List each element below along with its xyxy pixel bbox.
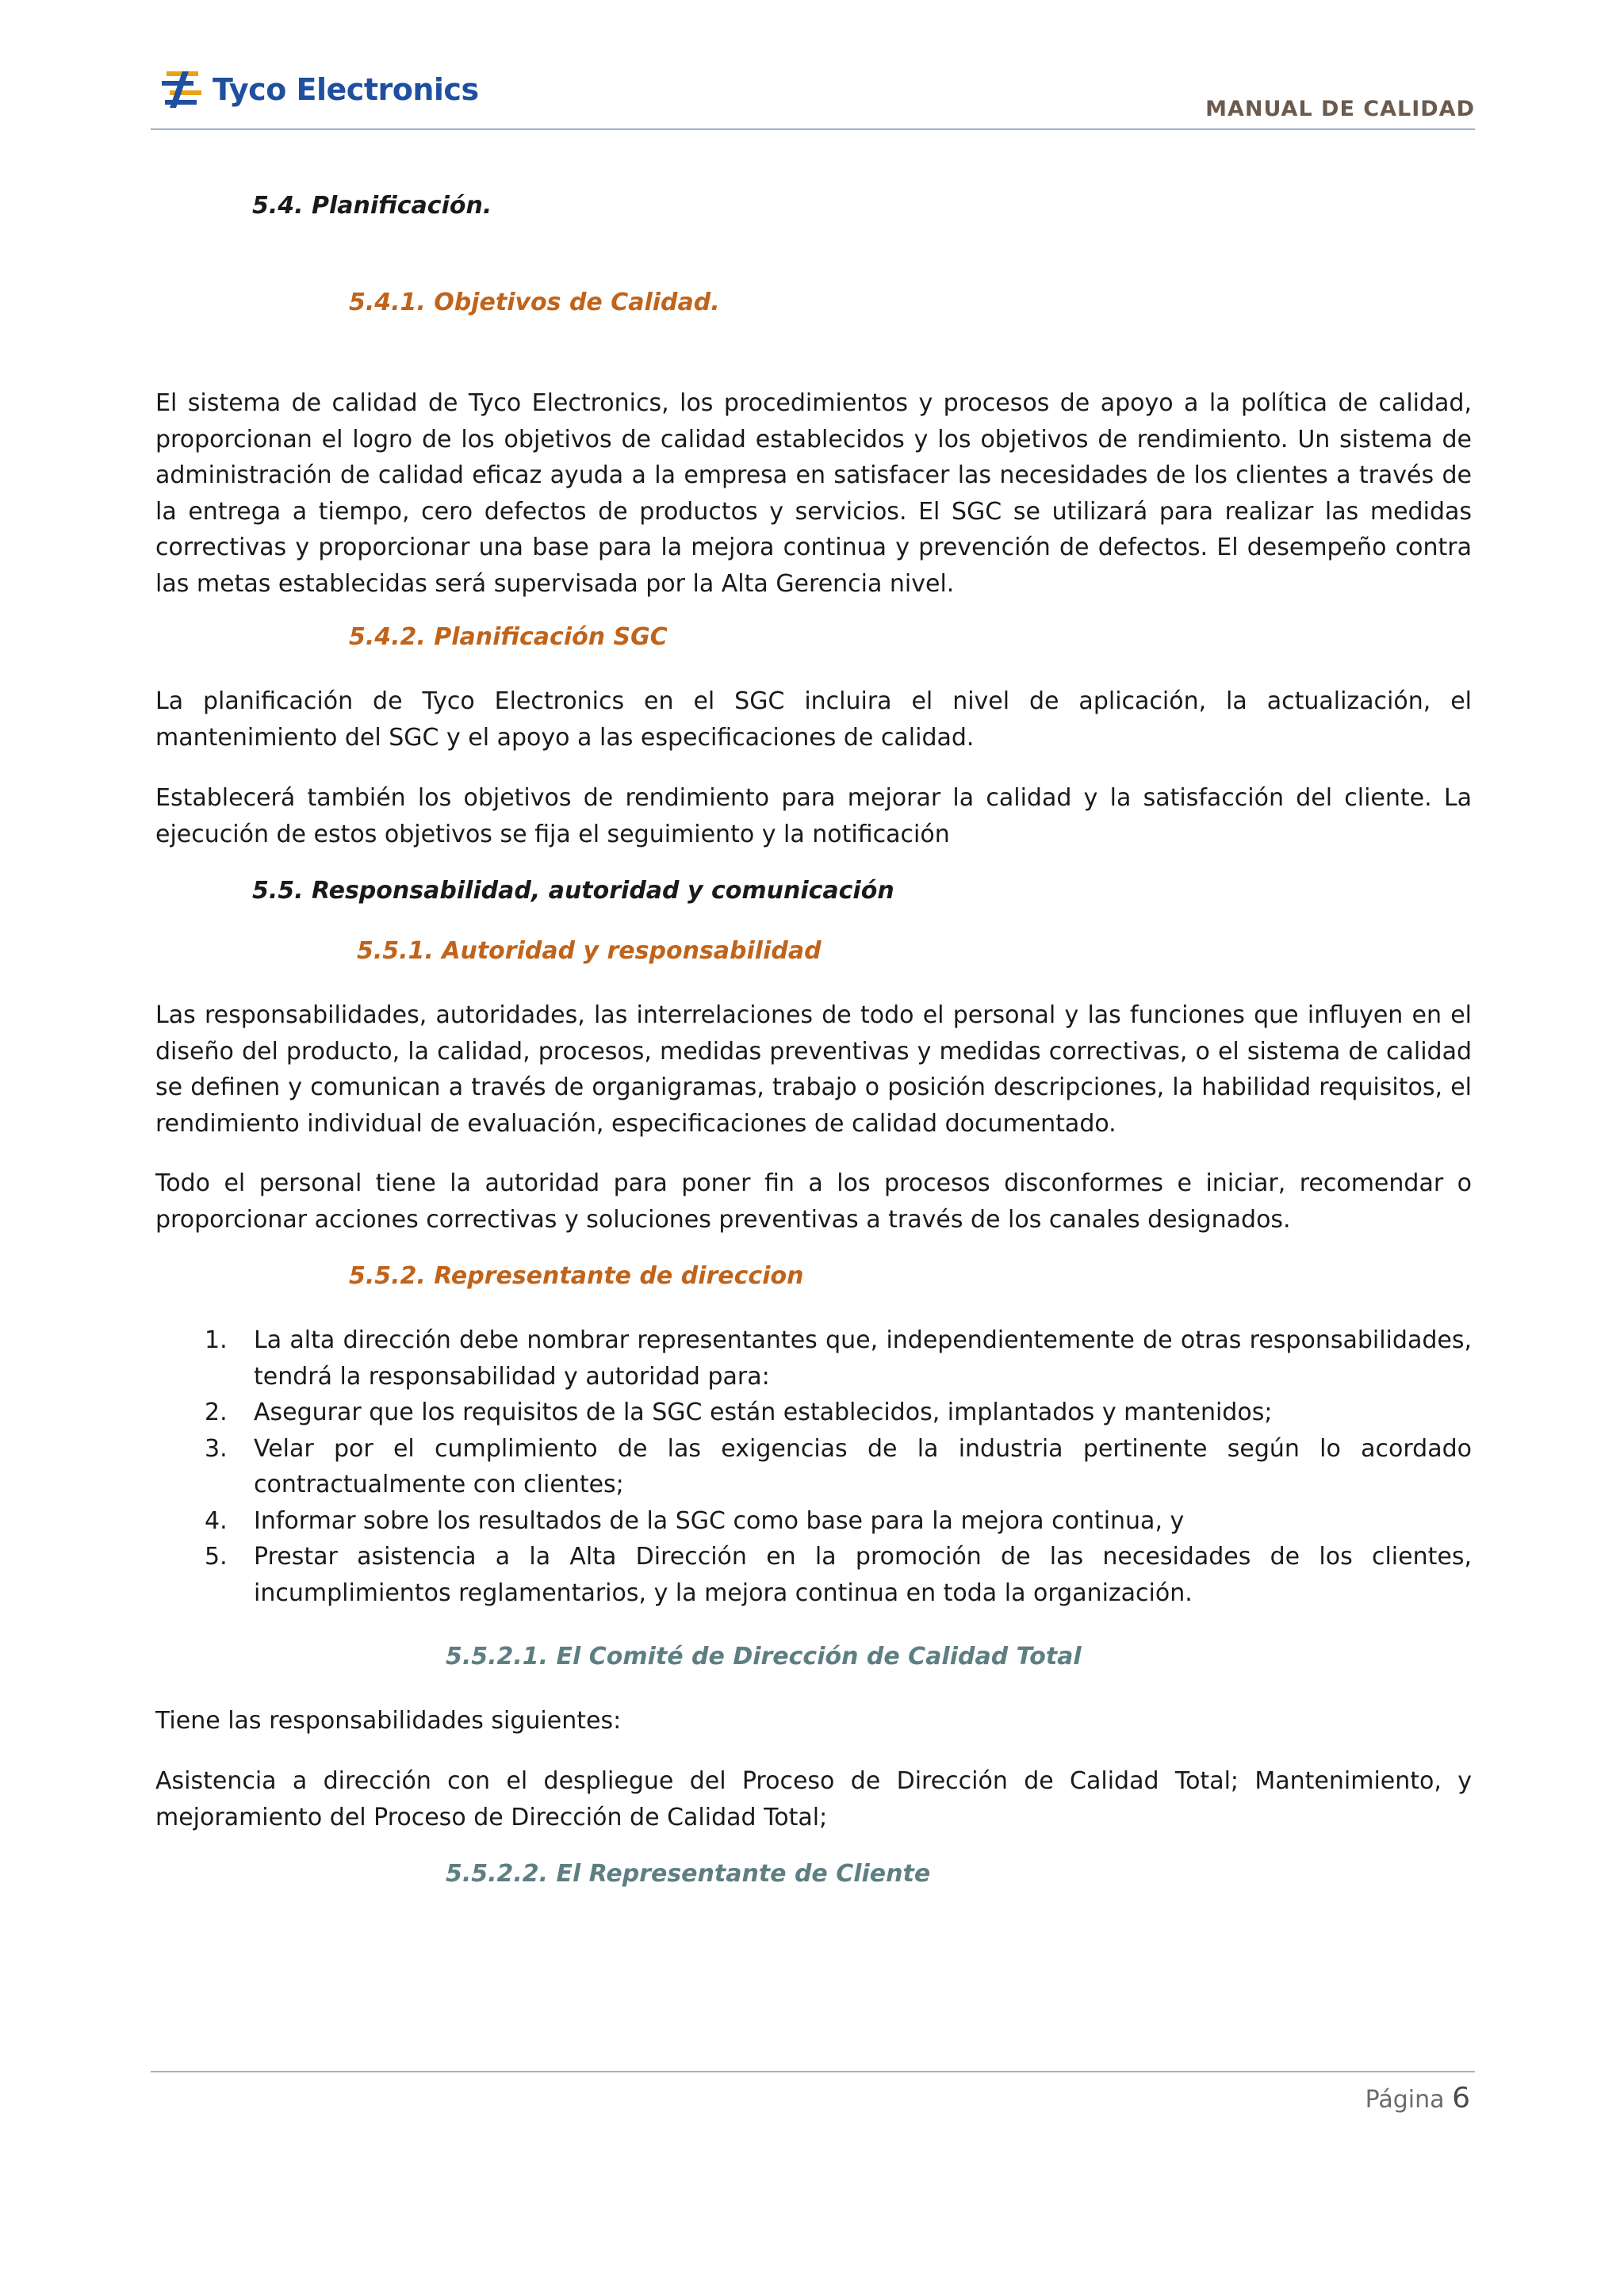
paragraph: Asistencia a dirección con el despliegue del Proceso de Dirección de Calidad Total; Mantenimiento, y mejoramiento del Proceso de Dirección de Calidad Total; (155, 1767, 1472, 1831)
list-item (155, 1503, 1472, 1540)
paragraph: La planificación de Tyco Electronics en el SGC incluira el nivel de aplicación, la actualización, el mantenimiento del SGC y el apoyo a las especificaciones de calidad. (155, 687, 1472, 752)
paragraph: El sistema de calidad de Tyco Electronics, los procedimientos y procesos de apoyo a la política de calidad, proporcionan el logro de los objetivos de calidad establecidos y los objetivos de rendimiento. Un sistema de administración de calidad eficaz ayuda a la empresa en satisfacer las necesidades de los clientes a través de la entrega a tiempo, cero defectos de productos y servicios. El SGC se utilizará para realizar las medidas correctivas y proporcionar una base para la mejora continua y prevención de defectos. El desempeño contra las metas establecidas será supervisada por la Alta Gerencia nivel. (155, 389, 1472, 598)
section-5-4 (252, 192, 1568, 220)
section-5-5-2-2 (446, 1860, 1624, 1888)
paragraph-5-5-2-1-b (155, 1763, 1472, 1835)
section-5-5-1 (357, 937, 1624, 965)
numbered-list (155, 1322, 1472, 1611)
list-number: 3. (205, 1434, 228, 1463)
list-number: 4. (205, 1506, 228, 1535)
heading-5-5-1: 5.5.1. Autoridad y responsabilidad (357, 937, 822, 965)
list-text: La alta dirección debe nombrar representantes que, independientemente de otras responsabilidades, tendrá la responsabilidad y autoridad para: (254, 1326, 1472, 1391)
tyco-logo-icon (159, 68, 205, 111)
heading-5-5-2: 5.5.2. Representante de direccion (349, 1262, 804, 1290)
page-header (151, 62, 1475, 132)
logo-text: Tyco Electronics (213, 72, 479, 107)
heading-5-5: 5.5. Responsabilidad, autoridad y comunicación (252, 877, 894, 905)
section-5-5 (252, 877, 1568, 905)
list-text: Prestar asistencia a la Alta Dirección en la promoción de las necesidades de los clientes, incumplimientos reglamentarios, y la mejora continua en toda la organización. (254, 1543, 1472, 1607)
paragraph-5-5-1-a (155, 997, 1472, 1142)
header-divider (151, 128, 1475, 130)
heading-5-5-2-2: 5.5.2.2. El Representante de Cliente (446, 1860, 931, 1888)
company-logo (159, 62, 479, 117)
list-text: Asegurar que los requisitos de la SGC están establecidos, implantados y mantenidos; (254, 1399, 1273, 1426)
paragraph-5-5-2-1-a (155, 1703, 1472, 1739)
heading-5-4: 5.4. Planificación. (252, 192, 492, 220)
paragraph-5-4-2-a (155, 683, 1472, 756)
manual-title: MANUAL DE CALIDAD (1205, 97, 1475, 121)
list-item (155, 1539, 1472, 1611)
section-5-5-2-1 (446, 1643, 1624, 1670)
section-5-4-1 (349, 289, 1624, 316)
paragraph-5-4-2-b (155, 780, 1472, 852)
list-text: Velar por el cumplimiento de las exigencias de la industria pertinente según lo acordado contractualmente con clientes; (254, 1434, 1472, 1498)
list-item (155, 1322, 1472, 1395)
list-text: Informar sobre los resultados de la SGC como base para la mejora continua, y (254, 1506, 1185, 1535)
list-5-5-2 (155, 1322, 1472, 1611)
list-number: 1. (205, 1326, 228, 1354)
section-5-4-2 (349, 623, 1624, 651)
paragraph: Establecerá también los objetivos de rendimiento para mejorar la calidad y la satisfacción del cliente. La ejecución de estos objetivos se fija el seguimiento y la notificación (155, 784, 1472, 848)
page-label: Página (1365, 2086, 1445, 2114)
list-item (155, 1395, 1472, 1431)
paragraph-5-4-1-a (155, 385, 1472, 602)
heading-5-5-2-1: 5.5.2.1. El Comité de Dirección de Calidad Total (446, 1643, 1082, 1670)
list-number: 5. (205, 1543, 228, 1571)
heading-5-4-2: 5.4.2. Planificación SGC (349, 623, 668, 651)
list-number: 2. (205, 1399, 228, 1426)
page-number: 6 (1452, 2082, 1470, 2114)
paragraph: Todo el personal tiene la autoridad para poner fin a los procesos disconformes e iniciar, recomendar o proporcionar acciones correctivas y soluciones preventivas a través de los canales designados. (155, 1169, 1472, 1234)
heading-5-4-1: 5.4.1. Objetivos de Calidad. (349, 289, 720, 316)
list-item (155, 1431, 1472, 1503)
paragraph: Las responsabilidades, autoridades, las interrelaciones de todo el personal y las funciones que influyen en el diseño del producto, la calidad, procesos, medidas preventivas y medidas correctivas, o el sistema de calidad se definen y comunican a través de organigramas, trabajo o posición descripciones, la habilidad requisitos, el rendimiento individual de evaluación, especificaciones de calidad documentado. (155, 1001, 1472, 1138)
footer-divider (151, 2071, 1475, 2072)
section-5-5-2 (349, 1262, 1624, 1290)
paragraph: Tiene las responsabilidades siguientes: (155, 1707, 622, 1735)
page-number-footer (1365, 2082, 1470, 2114)
paragraph-5-5-1-b (155, 1165, 1472, 1238)
